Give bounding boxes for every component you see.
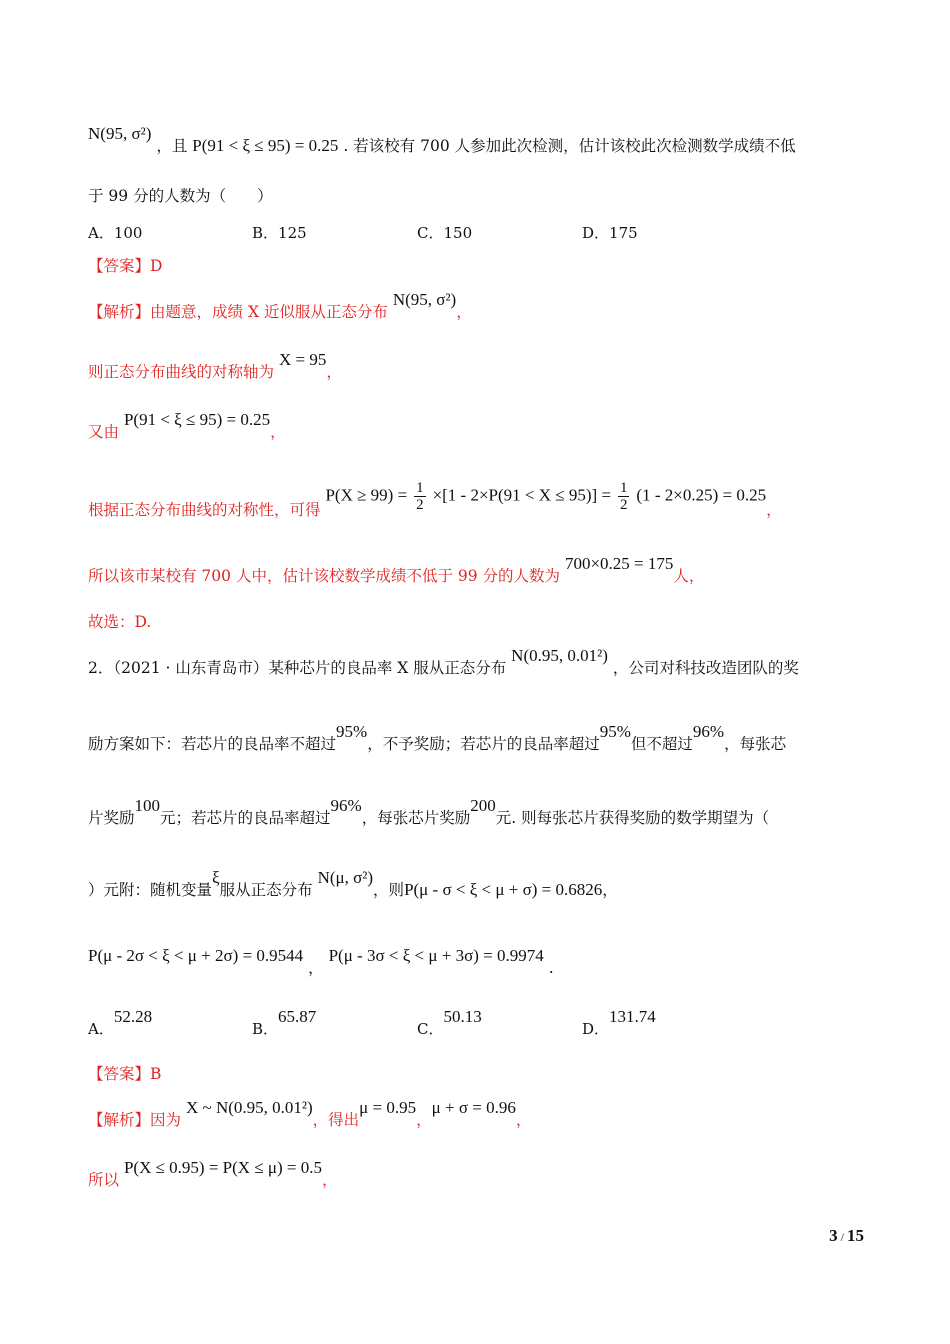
math-normal-dist: N(95, σ²) (88, 124, 152, 143)
math-symmetry-axis: X = 95 (278, 350, 327, 369)
q1-option-d: D．175 (582, 224, 638, 242)
answer-tag: 【答案】 (88, 257, 151, 275)
q1-analysis-2: 则正态分布曲线的对称轴为 X = 95， (88, 350, 342, 381)
math-probability: P(91 < ξ ≤ 95) = 0.25 (123, 410, 271, 429)
q1-analysis-4: 根据正态分布曲线的对称性，可得 P(X ≥ 99) = $\frac{1}{2}$ ×[1 - 2×P(91 < X ≤ 95)] = $\frac{1}{2}$ (1 - 2×0.25) = 0.25， (88, 480, 782, 519)
q1-line-1: N(95, σ²) ，且 P(91 < ξ ≤ 95) = 0.25 . 若该校有 700 人参加此次检测，估计该校此次检测数学成绩不低 (88, 124, 796, 155)
q1-line-2: 于 99 分的人数为（ ） (88, 187, 273, 205)
q2-line-4: ）元附：随机变量ξ服从正态分布 N(μ, σ²)，则P(μ - σ < ξ < μ + σ) = 0.6826， (88, 868, 618, 899)
q1-analysis-3: 又由 P(91 < ξ ≤ 95) = 0.25， (88, 410, 286, 441)
math-normal-dist: N(95, σ²) (392, 290, 457, 309)
q2-answer (88, 1064, 161, 1084)
answer-value: D (150, 257, 163, 275)
q2-analysis-2: 所以 P(X ≤ 0.95) = P(X ≤ μ) = 0.5， (88, 1158, 338, 1189)
math-normal-dist: N(0.95, 0.01²) (511, 646, 608, 665)
q2-option-c: C．50.13 (417, 1007, 482, 1038)
q2-line-2: 励方案如下：若芯片的良品率不超过95%，不予奖励；若芯片的良品率超过95%但不超过96%，每张芯 (88, 722, 787, 753)
math-expected-count: 700×0.25 = 175 (564, 554, 674, 573)
q1-option-c: C．150 (417, 224, 473, 242)
q2-line-3: 片奖励100元；若芯片的良品率超过96%，每张芯片奖励200元. 则每张芯片获得奖励的数学期望为（ (88, 796, 770, 827)
q2-option-b: B．65.87 (252, 1007, 317, 1038)
analysis-tag: 【解析】 (88, 1111, 151, 1129)
answer-tag: 【答案】 (88, 1065, 151, 1083)
q1-analysis-1: 【解析】由题意，成绩 X 近似服从正态分布 N(95, σ²)， (88, 290, 472, 321)
q1-option-b: B．125 (252, 224, 307, 242)
q2-line-1: 2．（2021 · 山东青岛市）某种芯片的良品率 X 服从正态分布 N(0.95, 0.01²) ，公司对科技改造团队的奖 (88, 646, 799, 677)
q1-answer (88, 256, 162, 276)
fraction-one-half: $\frac{1}{2}$ (619, 480, 628, 513)
q2-analysis-1: 【解析】因为 X ~ N(0.95, 0.01²)，得出μ = 0.95，μ + σ = 0.96， (88, 1098, 532, 1129)
q2-line-5: P(μ - 2σ < ξ < μ + 2σ) = 0.9544 ， P(μ - 3σ < ξ < μ + 3σ) = 0.9974 . (88, 946, 554, 977)
answer-value: B (150, 1065, 162, 1083)
fraction-one-half: $\frac{1}{2}$ (416, 480, 424, 513)
q1-analysis-6: 故选：D. (88, 613, 152, 631)
analysis-tag: 【解析】 (88, 303, 151, 321)
page-number: 3 / 15 (829, 1226, 864, 1245)
math-probability: P(91 < ξ ≤ 95) = 0.25 (192, 136, 339, 155)
q1-option-a: A．100 (88, 224, 143, 242)
q1-analysis-5: 所以该市某校有 700 人中，估计该校数学成绩不低于 99 分的人数为 700×0.25 = 175人， (88, 554, 705, 585)
q2-option-d: D．131.74 (582, 1007, 656, 1038)
q2-option-a: A．52.28 (88, 1007, 153, 1038)
